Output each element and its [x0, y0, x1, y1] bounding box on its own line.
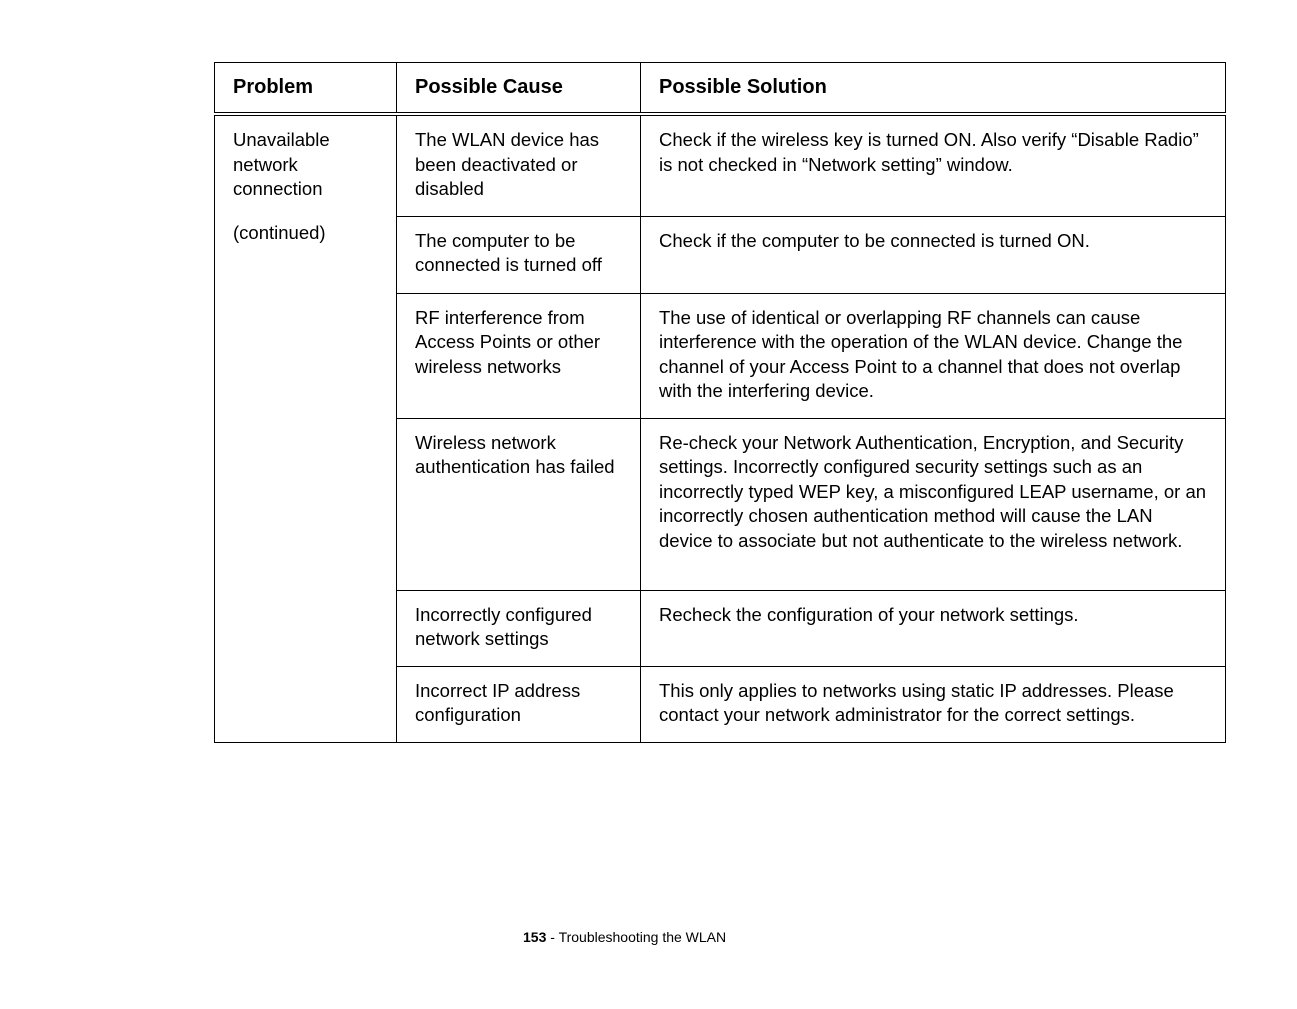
solution-cell: Re-check your Network Authentication, Encryption, and Security settings. Incorrectly configured security settings such as an incorrectly typed WEP key, a misconfigured LEAP username, or an incorrectly chosen authentication method will cause the LAN device to associate but not authenticate to the wireless network.	[641, 418, 1226, 590]
solution-cell: The use of identical or overlapping RF channels can cause interference with the operation of the WLAN device. Change the channel of your Access Point to a channel that does not overlap with the interfering device.	[641, 293, 1226, 418]
table-header-row	[215, 63, 1226, 115]
cause-cell: Incorrectly configured network settings	[397, 590, 641, 666]
problem-cell	[215, 114, 397, 742]
header-problem: Problem	[215, 63, 397, 115]
solution-cell: Check if the wireless key is turned ON. Also verify “Disable Radio” is not checked in “Network setting” window.	[641, 114, 1226, 216]
cause-cell: The WLAN device has been deactivated or disabled	[397, 114, 641, 216]
table-row	[215, 114, 1226, 216]
cause-cell: Wireless network authentication has failed	[397, 418, 641, 590]
solution-cell: Recheck the configuration of your network settings.	[641, 590, 1226, 666]
footer-separator: -	[546, 929, 559, 945]
cause-cell: The computer to be connected is turned off	[397, 216, 641, 293]
cause-cell: RF interference from Access Points or other wireless networks	[397, 293, 641, 418]
cause-cell: Incorrect IP address configuration	[397, 666, 641, 742]
footer-section-title: Troubleshooting the WLAN	[558, 929, 727, 945]
header-possible-solution: Possible Solution	[641, 63, 1226, 115]
header-possible-cause: Possible Cause	[397, 63, 641, 115]
troubleshooting-table	[214, 62, 1226, 743]
problem-label: Unavailable network connection	[233, 129, 330, 199]
page-number: 153	[523, 929, 547, 945]
solution-cell: Check if the computer to be connected is turned ON.	[641, 216, 1226, 293]
problem-continued-note: (continued)	[233, 221, 326, 243]
page-footer	[523, 929, 726, 945]
solution-cell: This only applies to networks using static IP addresses. Please contact your network administrator for the correct settings.	[641, 666, 1226, 742]
